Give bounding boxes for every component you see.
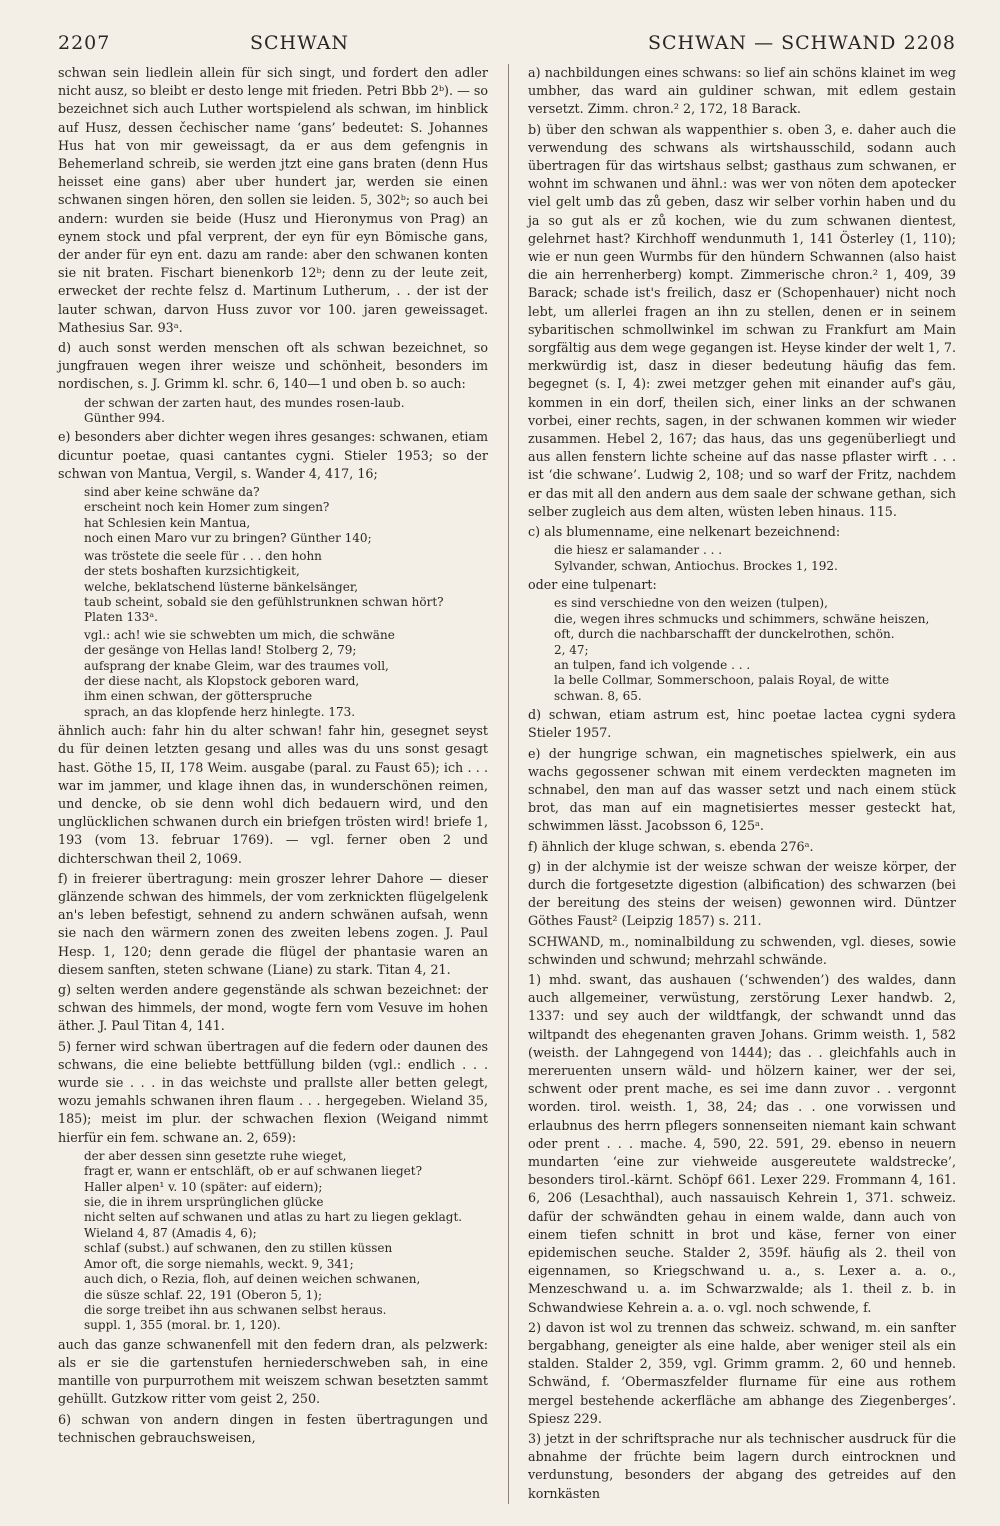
entry-paragraph: 6) schwan von andern dingen in festen übertragungen und technischen gebrauchsweisen, <box>58 1411 488 1445</box>
right-column <box>528 64 956 1505</box>
page-header <box>58 28 956 64</box>
verse-quote: der schwan der zarten haut, des mundes rosen-laub. Günther 994. <box>84 395 405 426</box>
entry-paragraph: 1) mhd. swant, das aushauen (‘schwenden’) des waldes, dann auch allgemeiner, verwüstung, zerstörung Lexer handwb. 2, 1337: und sey auch der wildtfangk, der schwandt unnd das wiltpandt des ehegenanten graven Johans. Grimm weisth. 1, 582 (weisth. der Lahngegend von 1444); das . . gleichfahls auch in mereruenten unsern wäld- und hölzern kainer, wer der sei, schwent oder prent mache, es sei ime dann zuvor . . vergonnt worden. tirol. weisth. 1, 38, 24; das . . one vorwissen und erlaubnus des herrn pflegers sonnenseiten niemant kain schwant oder prent . . . mache. 4, 590, 22. 591, 29. ebenso in neuern mundarten ‘eine zur viehweide ausgereutete waldstrecke’, besonders tirol.-kärnt. Schöpf 661. Lexer 229. Frommann 4, 161. 6, 206 (Lesachthal), auch nassauisch Kehrein 1, 371. schweiz. dafür der schwändten gehau in einem walde, dann auch von einem tiefen schnitt in brot und käse, ferner von einer epidemischen seuche. Stalder 2, 359f. häufig als 2. theil von eigennamen, so Kriegschwand u. a., s. Lexer a. a. o., Menzeschwand u. a. im Schwarzwalde; als 1. theil z. b. in Schwandwiese Kehrein a. a. o. vgl. noch schwende, f. <box>528 971 956 1315</box>
column-divider <box>508 64 509 1504</box>
entry-paragraph: b) über den schwan als wappenthier s. oben 3, e. daher auch die verwendung des schwans als wirtshausschild, sodann auch übertragen für das wirtshaus selbst; gasthaus zum schwanen, er wohnt im schwanen und ähnl.: was wer von nöten dem apotecker viel gelt umb das zů geben, dasz wir selber vorhin haben und du ja so gut als er zů kochen, wie du zum schwanen dientest, gelehrnet hast? Kirchhoff wendunmuth 1, 141 Österley (1, 110); wie er nun geen Wurmbs für den hündern Schwannen (also haist die ain herrenherberg) kompt. Zimmerische chron.² 1, 409, 39 Barack; schade ist's freilich, dasz er (Schopenhauer) nicht noch lebt, um allerlei fragen an ihn zu stellen, denen er in seinem sybaritischen schmollwinkel im schwan zu Frankfurt am Main sorgfältig aus dem wege gegangen ist. Heyse kinder der welt 1, 7. merkwürdig ist, dasz in dieser bedeutung häufig das fem. begegnet (s. I, 4): zwei metzger gehen mit einander auf's gäu, kommen in ein dorf, theilen sich, einer links an der schwanen vorbei, einer rechts, sagen, in der schwanen kommen wir wieder zusammen. Hebel 2, 167; das haus, das uns gegenüberliegt und aus allen fenstern lichte scheine auf das nasse pflaster wirft . . . ist ‘die schwane’. Ludwig 2, 108; und so warf der Fritz, nachdem er das mit all den andern aus dem saale der schwane gethan, sich selber zugleich aus dem alten, wüsten leben hinaus. 115. <box>528 121 956 519</box>
running-head-right: SCHWAN — SCHWAND <box>648 32 897 54</box>
entry-paragraph: g) in der alchymie ist der weisze schwan der weisze körper, der durch die fortgesetzte digestion (albification) des schwarzen (bei der bereitung des steins der weisen) gewonnen wird. Düntzer Göthes Faust² (Leipzig 1857) s. 211. <box>528 858 956 929</box>
entry-paragraph: 3) jetzt in der schriftsprache nur als technischer ausdruck für die abnahme der früchte beim lagern durch eintrocknen und verdunstung, besonders der abgang des getreides auf den kornkästen <box>528 1431 956 1501</box>
entry-paragraph: d) auch sonst werden menschen oft als schwan bezeichnet, so jungfrauen wegen ihrer weisze und schönheit, besonders im nordischen, s. J. Grimm kl. schr. 6, 140—1 und oben b. so auch: <box>58 340 488 392</box>
entry-paragraph: 2) davon ist wol zu trennen das schweiz. schwand, m. ein sanfter bergabhang, geneigter als eine halde, aber weniger steil als ein stalden. Stalder 2, 359, vgl. Grimm gramm. 2, 60 und henneb. Schwänd, f. ‘Obermaszfelder flurname für eine aus rothem mergel bestehende ackerfläche am abhange des Ziegenberges’. Spiesz 229. <box>528 1319 956 1426</box>
entry-paragraph: a) nachbildungen eines schwans: so lief ain schöns klainet im weg umbher, das ward ain guldiner schwan, mit edlem gestain versetzt. Zimm. chron.² 2, 172, 18 Barack. <box>528 65 956 117</box>
entry-paragraph: f) ähnlich der kluge schwan, s. ebenda 276ᵃ. <box>528 838 814 854</box>
verse-quote: was tröstete die seele für . . . den hohn der stets boshaften kurzsichtigkeit, welche, beklatschend lüsterne bänkelsänger, taub scheint, sobald sie den gefühlstrunknen schwan hört? Platen 133ᵃ. <box>84 548 444 625</box>
verse-quote: vgl.: ach! wie sie schwebten um mich, die schwäne der gesänge von Hellas land! Stolberg 2, 79; aufsprang der knabe Gleim, war des traumes voll, der diese nacht, als Klopstock geboren ward, ihm einen schwan, der götterspruche sprach, an das klopfende herz hinlegte. 173. <box>84 627 395 719</box>
entry-paragraph: e) besonders aber dichter wegen ihres gesanges: schwanen, etiam dicuntur poetae, quasi cantantes cygni. Stieler 1953; so der schwan von Mantua, Vergil, s. Wander 4, 417, 16; <box>58 429 488 481</box>
entry-paragraph: f) in freierer übertragung: mein groszer lehrer Dahore — dieser glänzende schwan des himmels, der vom zerknickten flügelgelenk an's leben befestigt, sehnend zu andern schwänen aufsah, wenn sie nach den wärmern zonen des zweiten lebens zogen. J. Paul Hesp. 1, 120; denn gerade die flügel der phantasie waren an diesem sanften, steten schwane (Liane) zu stark. Titan 4, 21. <box>58 870 488 977</box>
verse-quote: die hiesz er salamander . . . Sylvander, schwan, Antiochus. Brockes 1, 192. <box>554 543 838 573</box>
entry-paragraph: g) selten werden andere gegenstände als schwan bezeichnet: der schwan des himmels, der mond, wogte fern vom Vesuve im hohen äther. J. Paul Titan 4, 141. <box>58 982 488 1034</box>
entry-paragraph: d) schwan, etiam astrum est, hinc poetae lactea cygni sydera Stieler 1957. <box>528 707 956 741</box>
left-column <box>58 64 488 1449</box>
verse-quote: sind aber keine schwäne da? erscheint noch kein Homer zum singen? hat Schlesien kein Mantua, noch einen Maro vur zu bringen? Günther 140; <box>84 485 372 546</box>
page-number-left: 2207 <box>58 32 111 54</box>
text-columns <box>58 64 956 1504</box>
verse-quote: es sind verschiedne von den weizen (tulpen), die, wegen ihres schmucks und schimmers, schwäne heiszen, oft, durch die nachbarschafft der dunckelrothen, schön. 2, 47; an tulpen, fand ich volgende . . . la belle Collmar, Sommerschoon, palais Royal, de witte schwan. 8, 65. <box>554 596 930 703</box>
entry-paragraph: c) als blumenname, eine nelkenart bezeichnend: <box>528 524 841 540</box>
running-head-left: SCHWAN <box>250 32 350 54</box>
headword-entry: SCHWAND, m., nominalbildung zu schwenden, vgl. dieses, sowie schwinden und schwund; mehrzahl schwände. <box>528 933 956 967</box>
entry-paragraph: e) der hungrige schwan, ein magnetisches spielwerk, ein aus wachs gegossener schwan mit einem verdeckten magneten im schnabel, den man auf das wasser setzt und nach einem stück brot, das man auf ein magnetisiertes messer gesteckt hat, schwimmen lässt. Jacobsson 6, 125ᵃ. <box>528 745 956 834</box>
page-number-right: 2208 <box>903 32 956 54</box>
entry-paragraph: oder eine tulpenart: <box>528 577 657 593</box>
verse-quote: der aber dessen sinn gesetzte ruhe wieget, fragt er, wann er entschläft, ob er auf schwanen lieget? Haller alpen¹ v. 10 (später: auf eidern); sie, die in ihrem ursprünglichen glücke nicht selten auf schwanen und atlas zu hart zu liegen geklagt. Wieland 4, 87 (Amadis 4, 6); schlaf (subst.) auf schwanen, den zu stillen küssen Amor oft, die sorge niemahls, weckt. 9, 341; auch dich, o Rezia, floh, auf deinen weichen schwanen, die süsze schlaf. 22, 191 (Oberon 5, 1); die sorge treibet ihn aus schwanen selbst heraus. suppl. 1, 355 (moral. br. 1, 120). <box>84 1148 463 1333</box>
entry-paragraph: schwan sein liedlein allein für sich singt, und fordert den adler nicht ausz, so bleibt er desto lenge mit frieden. Petri Bbb 2ᵇ). — so bezeichnet sich auch Luther wortspielend als schwan, im hinblick auf Husz, dessen čechischer name ‘gans’ bedeutet: S. Johannes Hus hat von mir geweissagt, da er aus dem gefengnis in Behemerland schreib, sie werden jtzt eine gans braten (denn Hus heisset eine gans) aber uber hundert jar, werden sie einen schwanen singen hören, den sollen sie leiden. 5, 302ᵇ; so auch bei andern: wurden sie beide (Husz und Hieronymus von Prag) an eynem stock und pfal verprent, der eyn für eyn Bömische gans, der ander für eyn ent. dazu am rande: aber den schwanen konten sie nit braten. Fischart bienenkorb 12ᵇ; denn zu der leute zeit, erwecket der rechte felsz d. Martinum Lutherum, . . der ist der lauter schwan, darvon Huss zuvor vor 100. jaren geweissaget. Mathesius Sar. 93ᵃ. <box>58 65 488 335</box>
entry-paragraph: 5) ferner wird schwan übertragen auf die federn oder daunen des schwans, die eine beliebte bettfüllung bilden (vgl.: endlich . . . wurde sie . . . in das weichste und prallste aller betten gelegt, wozu jemahls schwanen ihren flaum . . . hergegeben. Wieland 35, 185); meist im plur. der schwachen flexion (Weigand nimmt hierfür ein fem. schwane an. 2, 659): <box>58 1038 488 1145</box>
entry-paragraph: ähnlich auch: fahr hin du alter schwan! fahr hin, gesegnet seyst du für deinen letzten gesang und alles was du uns sonst gesagt hast. Göthe 15, II, 178 Weim. ausgabe (paral. zu Faust 65); ich . . . war im jammer, und klage ihnen das, in wunderschönen reimen, und dencke, ob sie denn wohl dich bedauern wird, und den unglücklichen schwanen durch ein briefgen trösten wird! briefe 1, 193 (vom 13. februar 1769). — vgl. ferner oben 2 und dichterschwan theil 2, 1069. <box>58 723 488 866</box>
entry-paragraph: auch das ganze schwanenfell mit den federn dran, als pelzwerk: als er sie die gartenstufen herniederschweben sah, in eine mantille von purpurrothem mit weiszem schwan besetzten sammt gehüllt. Gutzkow ritter vom geist 2, 250. <box>58 1336 488 1407</box>
